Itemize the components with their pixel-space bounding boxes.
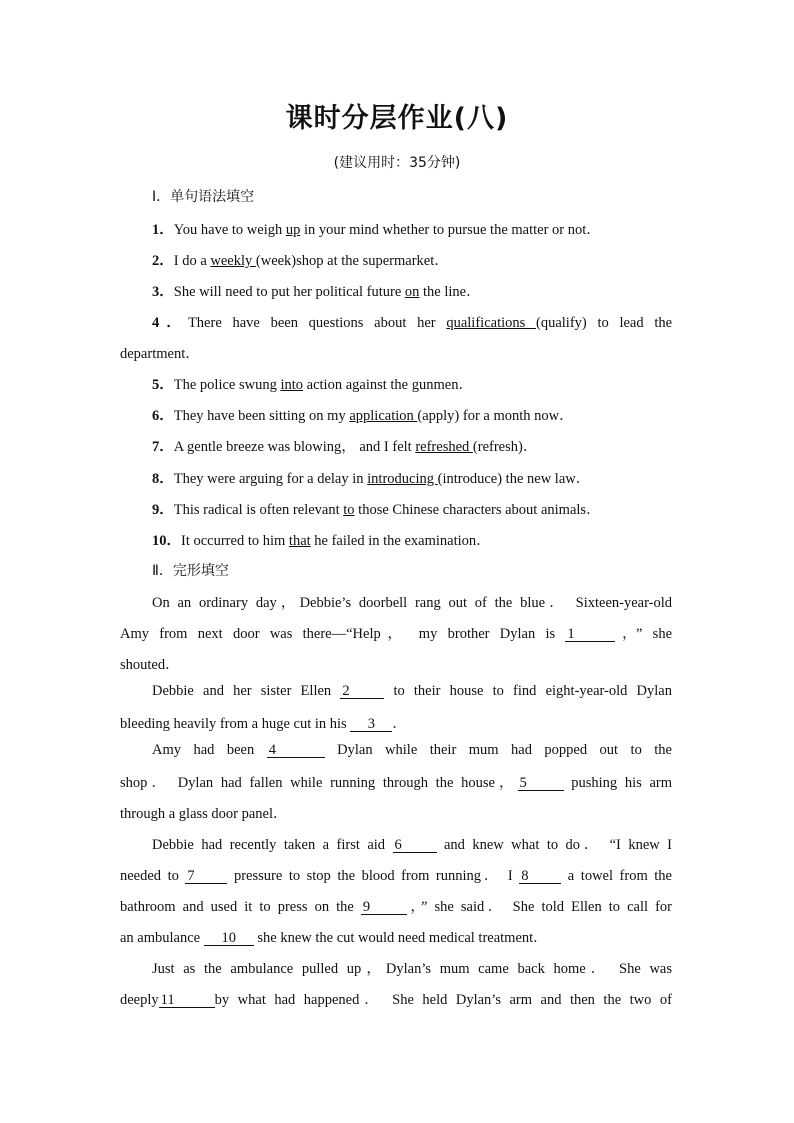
list-item: 2．I do a weekly (week)shop at the supermarket． [152,253,449,269]
answer: weekly [210,253,256,269]
list-item: 8．They were arguing for a delay in introducing (introduce) the new law． [152,471,591,487]
passage-line: through a glass door panel． [120,806,288,822]
section-heading-cloze: Ⅱ．完形填空 [152,563,229,579]
list-item: 9．This radical is often relevant to those Chinese characters about animals． [152,502,601,518]
blank-4[interactable]: 4 [267,743,325,758]
passage-line: an ambulance 10 she knew the cut would need medical treatment． [120,930,548,946]
answer: on [404,284,420,300]
blank-1[interactable]: 1 [565,627,615,642]
list-item: 4．There have been questions about her qualifications (qualify) to lead the [152,315,673,331]
passage-line: Just as the ambulance pulled up，Dylan’s mum came back home． She was [152,961,672,977]
list-item: 10．It occurred to him that he failed in the examination． [152,533,491,549]
blank-9[interactable]: 9 [361,900,407,915]
section-heading-grammar: Ⅰ．单句语法填空 [152,189,255,205]
blank-5[interactable]: 5 [518,776,564,791]
answer: to [343,502,355,518]
list-item-continuation: department． [120,346,200,362]
suggested-time: (建议用时：35分钟) [333,155,461,171]
blank-11[interactable]: 11 [159,993,215,1008]
blank-7[interactable]: 7 [185,869,227,884]
answer: up [285,222,301,238]
answer: introducing [367,471,438,487]
passage-line: bathroom and used it to press on the 9 ，” she said． She told Ellen to call for [120,899,672,915]
answer: into [280,377,304,393]
answer: refreshed [415,439,473,455]
passage-line: deeply 11 by what had happened． She held Dylan’s arm and then the two of [120,992,672,1008]
list-item: 7．A gentle breeze was blowing， and I felt refreshed (refresh)． [152,439,538,455]
list-item: 1．You have to weigh up in your mind whether to pursue the matter or not． [152,222,601,238]
list-item: 6．They have been sitting on my application (apply) for a month now． [152,408,574,424]
passage-line: On an ordinary day，Debbie’s doorbell rang out of the blue． Sixteen-year-old [152,595,672,611]
passage-line: bleeding heavily from a huge cut in his 3 ． [120,716,407,732]
list-item: 5．The police swung into action against the gunmen． [152,377,473,393]
answer: that [288,533,311,549]
blank-2[interactable]: 2 [340,684,384,699]
page-title: 课时分层作业(八) [285,103,509,134]
passage-line: shouted． [120,657,180,673]
list-item: 3．She will need to put her political future on the line． [152,284,481,300]
passage-line: Amy from next door was there—“Help， my brother Dylan is 1 ，” she [120,626,673,642]
blank-6[interactable]: 6 [393,838,437,853]
blank-10[interactable]: 10 [204,931,254,946]
answer: application [349,408,418,424]
passage-line: Debbie had recently taken a first aid 6 and knew what to do． “I knew I [152,837,672,853]
passage-line: Amy had been 4 Dylan while their mum had popped out to the [152,742,672,758]
blank-3[interactable]: 3 [350,717,392,732]
blank-8[interactable]: 8 [519,869,561,884]
passage-line: shop． Dylan had fallen while running through the house， 5 pushing his arm [120,775,672,791]
passage-line: needed to 7 pressure to stop the blood from running． I 8 a towel from the [120,868,672,884]
answer: qualifications [446,315,536,331]
passage-line: Debbie and her sister Ellen 2 to their house to find eight-year-old Dylan [152,683,672,699]
